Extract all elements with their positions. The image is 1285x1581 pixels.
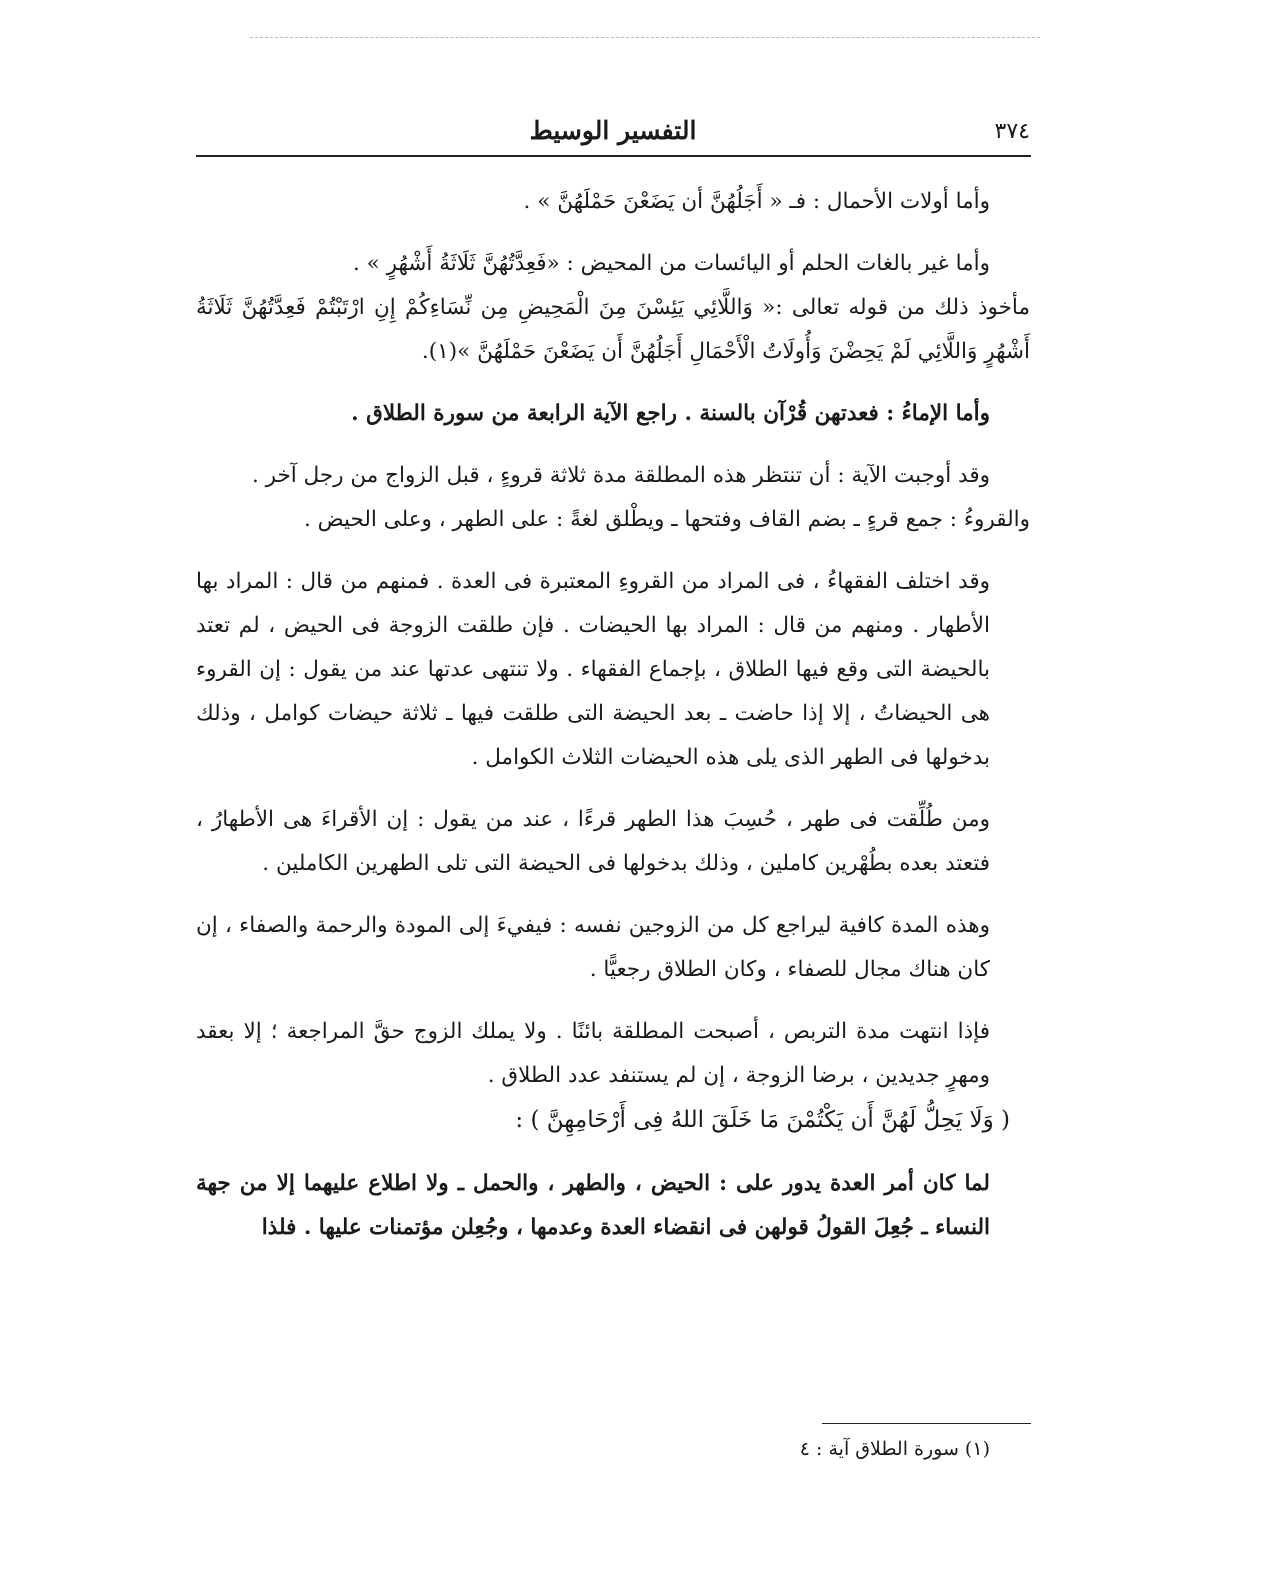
top-scan-line xyxy=(250,37,1040,38)
paragraph: ومن طُلِّقت فى طهر ، حُسِبَ هذا الطهر قرءًا ، عند من يقول : إن الأقراءَ هى الأطهارُ ، فتعتد بعده بطُهْرين كاملين ، وذلك بدخولها فى الحيضة التى تلى الطهرين الكاملين . xyxy=(196,807,990,876)
paragraph: فإذا انتهت مدة التربص ، أصبحت المطلقة بائنًا . ولا يملك الزوج حقَّ المراجعة ؛ إلا بعقد ومهرٍ جديدين ، برضا الزوجة ، إن لم يستنفد عدد الطلاق . xyxy=(196,1019,990,1088)
paragraph: وأما أولات الأحمال : فـ « أَجَلُهُنَّ أن يَضَعْنَ حَمْلَهُنَّ » . xyxy=(523,189,990,214)
header-rule xyxy=(196,155,1031,157)
paragraph: وقد أوجبت الآية : أن تنتظر هذه المطلقة مدة ثلاثة قروءٍ ، قبل الزواج من رجل آخر . xyxy=(251,463,990,488)
paragraph: وهذه المدة كافية ليراجع كل من الزوجين نفسه : فيفيءَ إلى المودة والرحمة والصفاء ، إن كان هناك مجال للصفاء ، وكان الطلاق رجعيًّا . xyxy=(196,913,990,982)
running-title: التفسير الوسيط xyxy=(529,116,697,145)
body-text xyxy=(196,180,1030,1268)
paragraph: وقد اختلف الفقهاءُ ، فى المراد من القروءِ المعتبرة فى العدة . فمنهم من قال : المراد بها الأطهار . ومنهم من قال : المراد بها الحيضات . فإن طلقت الزوجة فى الحيض ، لم تعتد بالحيضة التى وقع فيها الطلاق ، بإجماع الفقهاء . ولا تنتهى عدتها عند من يقول : إن القروء هى الحيضاتُ ، إلا إذا حاضت ـ بعد الحيضة التى طلقت فيها ـ ثلاثة حيضات كوامل ، وذلك بدخولها فى الطهر الذى يلى هذه الحيضات الثلاث الكوامل . xyxy=(196,569,990,770)
paragraph: والقروءُ : جمع قرءٍ ـ بضم القاف وفتحها ـ ويطْلق لغةً : على الطهر ، وعلى الحيض . xyxy=(303,507,1030,532)
paragraph: وأما الإماءُ : فعدتهن قُرْآن بالسنة . راجع الآية الرابعة من سورة الطلاق . xyxy=(351,401,990,426)
paragraph: لما كان أمر العدة يدور على : الحيض ، والطهر ، والحمل ـ ولا اطلاع عليهما إلا من جهة النساء ـ جُعِلَ القولُ قولهن فى انقضاء العدة وعدمها ، وجُعِلن مؤتمنات عليها . فلذا xyxy=(196,1171,990,1240)
verse-heading: ( وَلَا يَحِلُّ لَهُنَّ أَن يَكْتُمْنَ مَا خَلَقَ اللهُ فِى أَرْحَامِهِنَّ ) : xyxy=(515,1107,1010,1133)
footnote: (١) سورة الطلاق آية : ٤ xyxy=(799,1438,990,1460)
paragraph: مأخوذ ذلك من قوله تعالى :« وَاللَّائِي يَئِسْنَ مِنَ الْمَحِيضِ مِن نِّسَاءِكُمْ إِنِ ارْتَبْتُمْ فَعِدَّتُهُنَّ ثَلَاثَةُ أَشْهُرٍ وَاللَّائِي لَمْ يَحِضْنَ وَأُولَاتُ الْأَحْمَالِ أَجَلُهُنَّ أَن يَضَعْنَ حَمْلَهُنَّ »(١). xyxy=(196,295,1030,364)
footnote-rule xyxy=(822,1423,1031,1424)
page-number: ٣٧٤ xyxy=(994,119,1030,144)
paragraph: وأما غير بالغات الحلم أو اليائسات من المحيض : «فَعِدَّتُهُنَّ ثَلَاثَةُ أَشْهُرٍ » . xyxy=(352,251,990,276)
page-header xyxy=(196,110,1030,152)
